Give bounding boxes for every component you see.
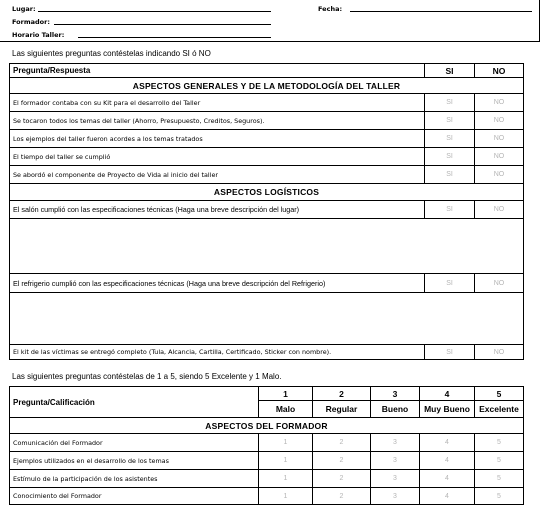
col-question-header: Pregunta/Calificación [10,387,259,418]
table-row [10,274,524,293]
table-row [10,470,524,488]
question-text: Se tocaron todos los temas del taller (Ahorro, Presupuesto, Creditos, Seguros). [10,112,425,130]
rating-option[interactable]: 5 [475,434,524,452]
question-text: Ejemplos utilizados en el desarrollo de los temas [10,452,259,470]
si-option[interactable]: SI [425,345,475,360]
rating-option[interactable]: 2 [313,452,371,470]
scale-label: Bueno [371,401,420,418]
si-option[interactable]: SI [425,201,475,219]
section2-intro: Las siguientes preguntas contéstelas de 1 a 5, siendo 5 Excelente y 1 Malo. [12,372,282,381]
rating-option[interactable]: 2 [313,488,371,505]
fecha-line[interactable] [350,11,532,12]
lugar-label: Lugar: [12,5,36,13]
table-row [10,130,524,148]
section1-intro: Las siguientes preguntas contéstelas indicando SI ó NO [12,49,211,58]
no-option[interactable]: NO [475,166,524,184]
si-option[interactable]: SI [425,94,475,112]
formador-field[interactable] [12,18,50,26]
group1-title: ASPECTOS GENERALES Y DE LA METODOLOGÍA DEL TALLER [10,78,524,94]
group2-title: ASPECTOS LOGÍSTICOS [10,184,524,201]
fecha-label: Fecha: [318,5,343,13]
scale-label: Regular [313,401,371,418]
no-option[interactable]: NO [475,274,524,293]
question-text: Comunicación del Formador [10,434,259,452]
scale-number: 3 [371,387,420,401]
no-option[interactable]: NO [475,94,524,112]
lugar-line[interactable] [38,11,271,12]
rating-option[interactable]: 3 [371,488,420,505]
question-text: El kit de las víctimas se entregó completo (Tula, Alcancia, Cartilla, Certificado, Sticker con nombre). [10,345,425,360]
horario-label: Horario Taller: [12,31,65,39]
table-row [10,94,524,112]
rating-option[interactable]: 2 [313,470,371,488]
scale-number: 2 [313,387,371,401]
fecha-field[interactable] [318,5,342,13]
salon-description-box[interactable] [10,219,524,274]
header-box [0,0,540,42]
question-text: El tiempo del taller se cumplió [10,148,425,166]
rating-option[interactable]: 5 [475,470,524,488]
rating-option[interactable]: 3 [371,452,420,470]
table-row [10,201,524,219]
no-option[interactable]: NO [475,148,524,166]
rating-option[interactable]: 3 [371,434,420,452]
lugar-field[interactable] [12,5,36,13]
col-si-header: SI [425,64,475,78]
rating-option[interactable]: 5 [475,452,524,470]
table-row [10,166,524,184]
table-row [10,148,524,166]
question-text: Estímulo de la participación de los asistentes [10,470,259,488]
si-no-table [9,63,524,360]
rating-option[interactable]: 1 [259,488,313,505]
question-text: Conocimiento del Formador [10,488,259,505]
scale-number: 4 [420,387,475,401]
si-option[interactable]: SI [425,112,475,130]
rating-table [9,386,524,505]
refrigerio-description-box[interactable] [10,293,524,345]
no-option[interactable]: NO [475,345,524,360]
question-text: El refrigerio cumplió con las especificaciones técnicas (Haga una breve descripción del Refrigerio) [10,274,425,293]
question-text: El salón cumplió con las especificaciones técnicas (Haga una breve descripción del lugar) [10,201,425,219]
rating-option[interactable]: 4 [420,452,475,470]
table-row [10,345,524,360]
rating-option[interactable]: 4 [420,488,475,505]
rating-option[interactable]: 1 [259,452,313,470]
table-row [10,452,524,470]
formador-label: Formador: [12,18,50,26]
table-row [10,488,524,505]
si-option[interactable]: SI [425,166,475,184]
no-option[interactable]: NO [475,112,524,130]
scale-label: Malo [259,401,313,418]
rating-option[interactable]: 5 [475,488,524,505]
no-option[interactable]: NO [475,130,524,148]
rating-option[interactable]: 4 [420,434,475,452]
no-option[interactable]: NO [475,201,524,219]
si-option[interactable]: SI [425,274,475,293]
scale-label: Excelente [475,401,524,418]
horario-line[interactable] [78,37,271,38]
formador-line[interactable] [54,24,271,25]
rating-option[interactable]: 1 [259,470,313,488]
question-text: El formador contaba con su Kit para el desarrollo del Taller [10,94,425,112]
si-option[interactable]: SI [425,148,475,166]
scale-label: Muy Bueno [420,401,475,418]
table-row [10,112,524,130]
col-no-header: NO [475,64,524,78]
rating-option[interactable]: 3 [371,470,420,488]
question-text: Los ejemplos del taller fueron acordes a los temas tratados [10,130,425,148]
formador-group-title: ASPECTOS DEL FORMADOR [10,418,524,434]
table-row [10,434,524,452]
scale-number: 1 [259,387,313,401]
col-question-header: Pregunta/Respuesta [10,64,425,78]
rating-option[interactable]: 2 [313,434,371,452]
scale-number: 5 [475,387,524,401]
question-text: Se abordó el componente de Proyecto de Vida al inicio del taller [10,166,425,184]
horario-field[interactable] [12,31,64,39]
rating-option[interactable]: 4 [420,470,475,488]
si-option[interactable]: SI [425,130,475,148]
rating-option[interactable]: 1 [259,434,313,452]
